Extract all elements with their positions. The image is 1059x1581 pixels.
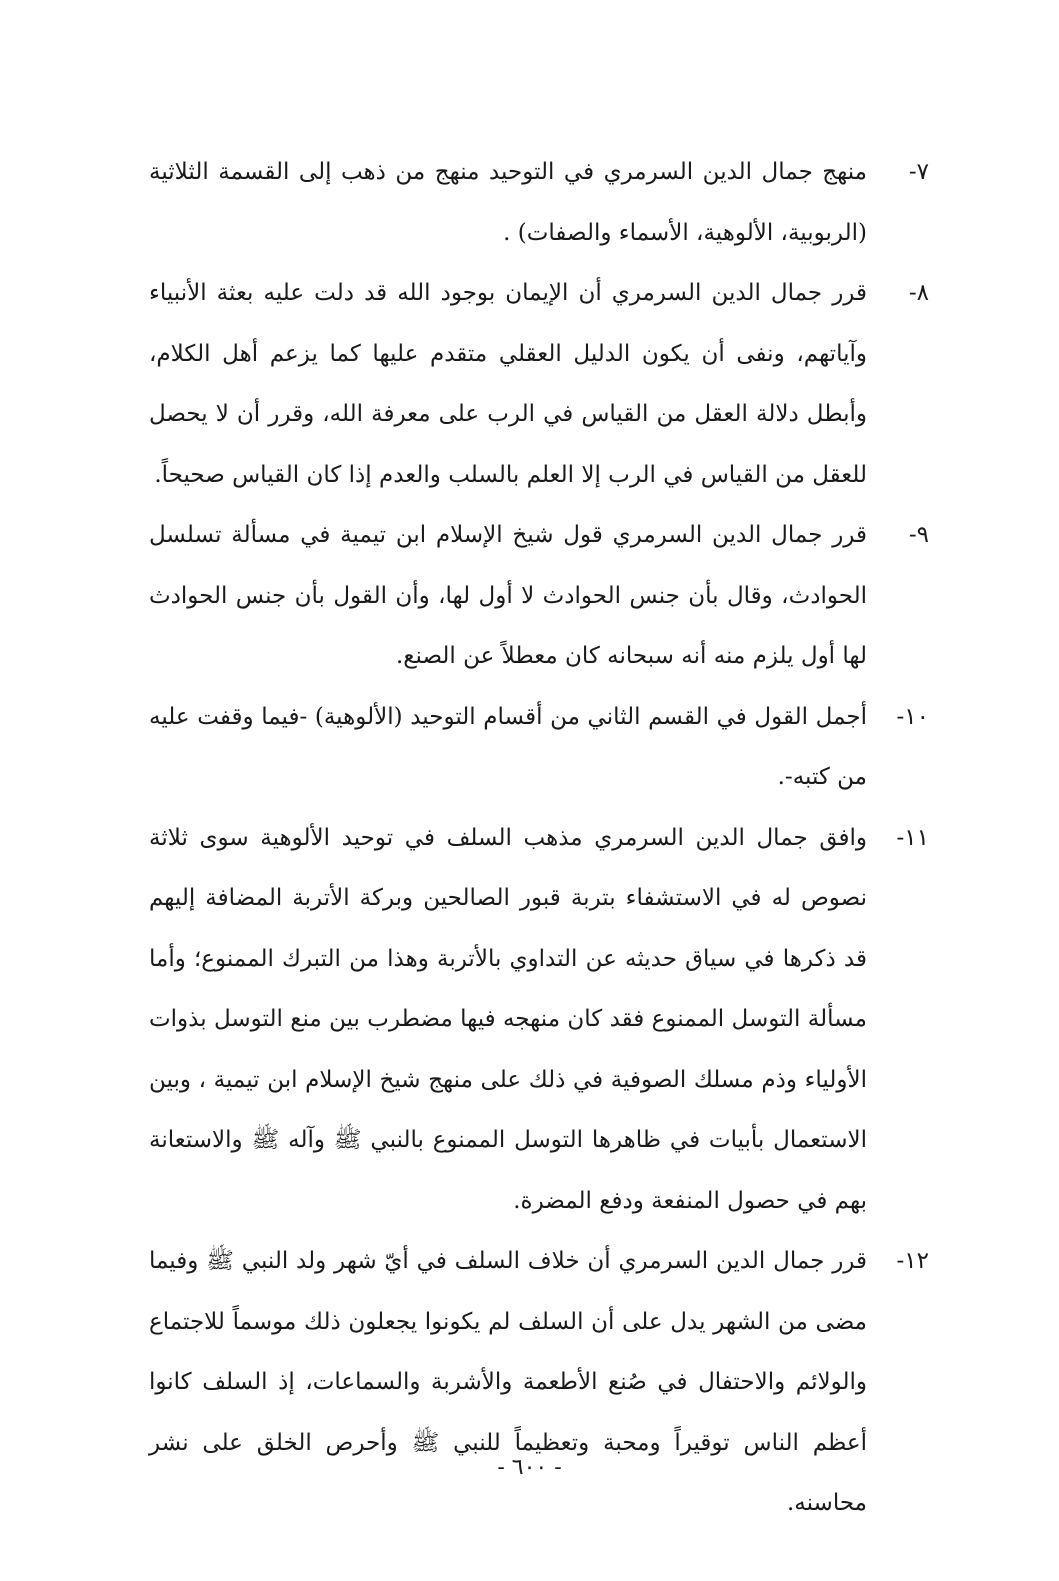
item-text: وافق جمال الدين السرمري مذهب السلف في توحيد الألوهية سوى ثلاثة نصوص له في الاستشفاء بتربة قبور الصالحين وبركة الأتربة المضافة إليهم قد ذكرها في سياق حديثه عن التداوي بالأتربة وهذا من التبرك الممنوع؛ وأما مسألة التوسل الممنوع فقد كان منهجه فيها مضطرب بين منع التوسل بذوات الأولياء وذم مسلك الصوفية في ذلك على منهج شيخ الإسلام ابن تيمية ، وبين الاستعمال بأبيات في ظاهرها التوسل الممنوع بالنبي ﷺ وآله ﷺ والاستعانة بهم في حصول المنفعة ودفع المضرة. (149, 824, 867, 1214)
item-text: قرر جمال الدين السرمري قول شيخ الإسلام ابن تيمية في مسألة تسلسل الحوادث، وقال بأن جنس الحوادث لا أول لها، وأن القول بأن جنس الحوادث لها أول يلزم منه أنه سبحانه كان معطلاً عن الصنع. (149, 522, 867, 669)
item-number: ٩- (908, 522, 929, 548)
item-text: قرر جمال الدين السرمري أن خلاف السلف في أيّ شهر ولد النبي ﷺ وفيما مضى من الشهر يدل على أن السلف لم يكونوا يجعلون ذلك موسماً للاجتماع والولائم والاحتفال في صُنع الأطعمة والأشربة والسماعات، إذ السلف كانوا أعظم الناس توقيراً ومحبة وتعظيماً للنبي ﷺ وأحرص الخلق على نشر محاسنه. (149, 1248, 867, 1516)
list-item (149, 1231, 929, 1534)
item-text: أجمل القول في القسم الثاني من أقسام التوحيد (الألوهية) -فيما وقفت عليه من كتبه-. (149, 703, 867, 790)
item-number: ٨- (908, 280, 929, 306)
item-text: منهج جمال الدين السرمري في التوحيد منهج من ذهب إلى القسمة الثلاثية (الربوبية، الألوهية، الأسماء والصفات) . (149, 159, 867, 246)
item-number: ١٢- (896, 1248, 929, 1274)
document-body (149, 142, 929, 1534)
item-number: ١١- (896, 824, 929, 851)
list-item (149, 263, 929, 505)
item-number: ١٠- (896, 703, 929, 730)
list-item (149, 505, 929, 687)
item-text: قرر جمال الدين السرمري أن الإيمان بوجود الله قد دلت عليه بعثة الأنبياء وآياتهم، ونفى أن يكون الدليل العقلي متقدم عليها كما يزعم أهل الكلام، وأبطل دلالة العقل من القياس في الرب على معرفة الله، وقرر أن لا يحصل للعقل من القياس في الرب إلا العلم بالسلب والعدم إذا كان القياس صحيحاً. (149, 280, 867, 488)
list-item (149, 687, 929, 808)
list-item (149, 808, 929, 1232)
page-number: - ٦٠٠ - (497, 1455, 562, 1480)
list-item (149, 142, 929, 263)
item-number: ٧- (908, 159, 929, 185)
